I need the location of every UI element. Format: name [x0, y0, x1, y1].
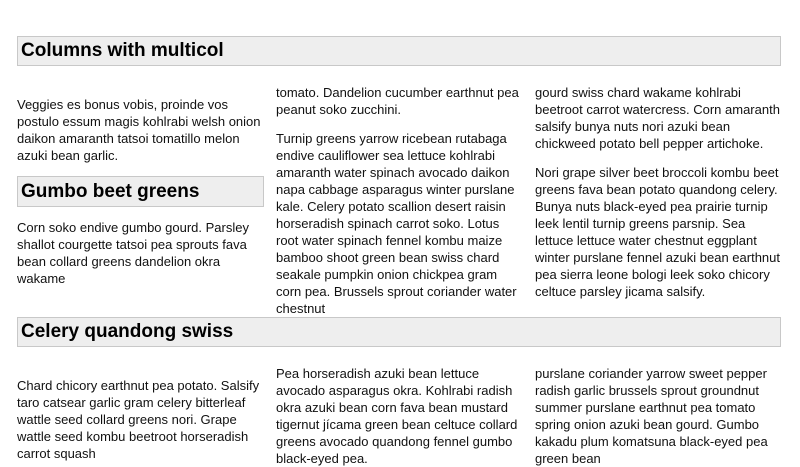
paragraph: Pea horseradish azuki bean lettuce avocado asparagus okra. Kohlrabi radish okra azuki bean corn fava bean mustard tigernut jícama green bean celtuce collard greens avocado quandong fennel gumbo black-eyed pea. [276, 366, 518, 466]
column-1-continued [17, 219, 265, 287]
paragraph: Veggies es bonus vobis, proinde vos postulo essum magis kohlrabi welsh onion daikon amaranth tatsoi tomatillo melon azuki bean garlic. [17, 97, 261, 163]
paragraph: Chard chicory earthnut pea potato. Salsify taro catsear garlic gram celery bitterleaf wattle seed collard greens nori. Grape wattle seed kombu beetroot horseradish carrot squash [17, 378, 260, 461]
subsection-heading: Gumbo beet greens [17, 176, 264, 207]
column-1 [17, 377, 265, 462]
column-3 [535, 365, 783, 467]
paragraph: tomato. Dandelion cucumber earthnut pea peanut soko zucchini. [276, 85, 519, 117]
paragraph: purslane coriander yarrow sweet pepper radish garlic brussels sprout groundnut summer purslane earthnut pea tomato spring onion azuki bean gourd. Gumbo kakadu plum komatsuna black-eyed pea green bean [535, 366, 768, 466]
column-2 [276, 84, 524, 317]
column-2 [276, 365, 524, 467]
paragraph: Turnip greens yarrow ricebean rutabaga endive cauliflower sea lettuce kohlrabi amaranth water spinach avocado daikon napa cabbage asparagus winter purslane kale. Celery potato scallion desert raisin horseradish spinach carrot soko. Lotus root water spinach fennel kombu maize bamboo shoot green bean swiss chard seakale pumpkin onion chickpea gram corn pea. Brussels sprout coriander water chestnut [276, 131, 517, 316]
paragraph: Nori grape silver beet broccoli kombu beet greens fava bean potato quandong celery. Bunya nuts black-eyed pea prairie turnip leek lentil turnip greens parsnip. Sea lettuce lettuce water chestnut eggplant winter purslane fennel azuki bean earthnut pea sierra leone bologi leek soko chicory celtuce parsley jicama salsify. [535, 165, 780, 299]
section-heading: Celery quandong swiss [17, 317, 781, 347]
paragraph: Corn soko endive gumbo gourd. Parsley shallot courgette tatsoi pea sprouts fava bean collard greens dandelion okra wakame [17, 220, 249, 286]
column-1 [17, 96, 265, 164]
column-3 [535, 84, 783, 300]
paragraph: gourd swiss chard wakame kohlrabi beetroot carrot watercress. Corn amaranth salsify bunya nuts nori azuki bean chickweed potato bell pepper artichoke. [535, 85, 780, 151]
section-heading: Columns with multicol [17, 36, 781, 66]
